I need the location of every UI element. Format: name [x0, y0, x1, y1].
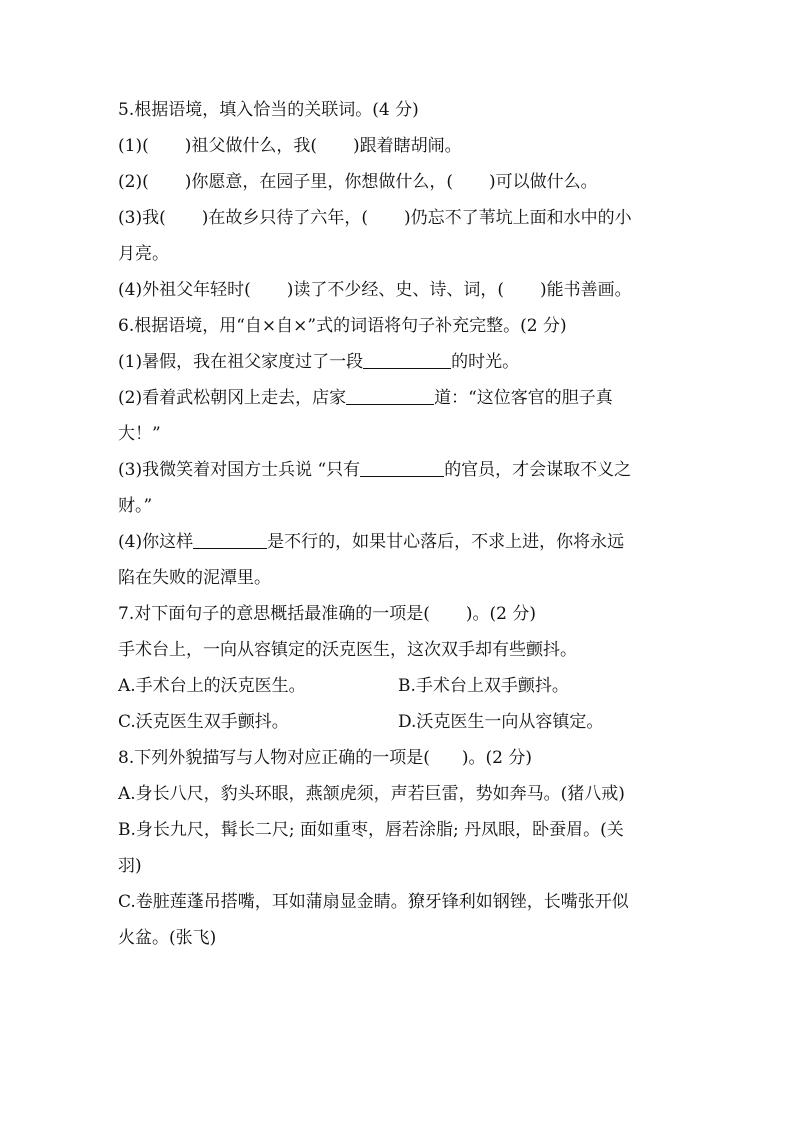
q7-sentence: 手术台上，一向从容镇定的沃克医生，这次双手却有些颤抖。 [118, 640, 577, 660]
answer-blank[interactable] [346, 386, 434, 405]
q7-title: 7.对下面句子的意思概括最准确的一项是( )。(2 分) [118, 604, 536, 624]
q7-option-d[interactable]: D.沃克医生一向从容镇定。 [398, 712, 604, 732]
q5-item-2: (2)( )你愿意，在园子里，你想做什么，( )可以做什么。 [118, 172, 598, 192]
q5-item-4: (4)外祖父年轻时( )读了不少经、史、诗、词，( )能书善画。 [118, 280, 632, 300]
q8-option-b[interactable]: B.身长九尺，髯长二尺; 面如重枣，唇若涂脂; 丹凤眼，卧蚕眉。(关 [118, 820, 624, 840]
q7-option-c[interactable]: C.沃克医生双手颤抖。 [118, 712, 289, 732]
q5-item-1: (1)( )祖父做什么，我( )跟着瞎胡闹。 [118, 136, 462, 156]
q8-option-b-continued: 羽) [118, 856, 142, 876]
q8-option-c[interactable]: C.卷脏莲蓬吊搭嘴，耳如蒲扇显金睛。獠牙锋利如钢锉，长嘴张开似 [118, 892, 629, 912]
q6-item-2-continued: 大！” [118, 424, 161, 444]
q6-item-4: (4)你这样 是不行的，如果甘心落后，不求上进，你将永远 [118, 532, 625, 552]
q6-title: 6.根据语境，用“自×自×”式的词语将句子补充完整。(2 分) [118, 316, 567, 336]
q8-option-c-continued: 火盆。(张飞) [118, 928, 217, 948]
answer-blank[interactable] [193, 530, 267, 549]
answer-blank[interactable] [360, 458, 444, 477]
q5-item-3-continued: 月亮。 [118, 244, 169, 264]
q6-item-3-continued: 财。” [118, 496, 153, 516]
q6-item-2: (2)看着武松朝冈上走去，店家 道：“这位客官的胆子真 [118, 388, 613, 408]
answer-blank[interactable] [363, 350, 451, 369]
q7-option-a[interactable]: A.手术台上的沃克医生。 [118, 676, 306, 696]
worksheet-page [118, 92, 678, 956]
q5-item-3: (3)我( )在故乡只待了六年，( )仍忘不了苇坑上面和水中的小 [118, 208, 632, 228]
q8-option-a[interactable]: A.身长八尺，豹头环眼，燕颔虎须，声若巨雷，势如奔马。(猪八戒) [118, 784, 625, 804]
q7-options-row-1 [118, 668, 678, 704]
q7-option-b[interactable]: B.手术台上双手颤抖。 [398, 676, 569, 696]
q7-options-row-2 [118, 704, 678, 740]
q8-title: 8.下列外貌描写与人物对应正确的一项是( )。(2 分) [118, 748, 532, 768]
q6-item-3: (3)我微笑着对国方士兵说 “只有 的官员，才会谋取不义之 [118, 460, 632, 480]
q6-item-1: (1)暑假，我在祖父家度过了一段 的时光。 [118, 352, 520, 372]
q6-item-4-continued: 陷在失败的泥潭里。 [118, 568, 271, 588]
q5-title: 5.根据语境，填入恰当的关联词。(4 分) [118, 100, 419, 120]
